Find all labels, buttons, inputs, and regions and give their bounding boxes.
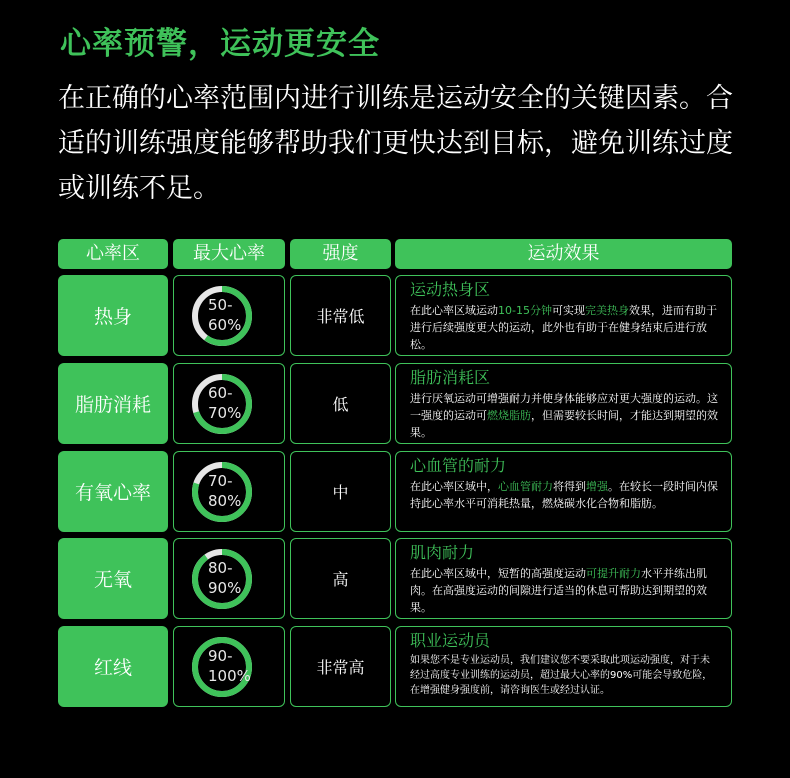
effect-title: 肌肉耐力 [410, 543, 475, 562]
zone-label: 脂肪消耗 [58, 363, 168, 444]
max-hr-range: 70- 80% [208, 472, 242, 510]
effect-description: 进行厌氧运动可增强耐力并使身体能够应对更大强度的运动。这一强度的运动可燃烧脂肪，但需要较长时间，才能达到期望的效果。 [410, 392, 718, 439]
effect-cell [395, 275, 732, 356]
zone-label: 红线 [58, 626, 168, 707]
effect-title: 脂肪消耗区 [410, 368, 491, 387]
intro-paragraph: 在正确的心率范围内进行训练是运动安全的关键因素。合适的训练强度能够帮助我们更快达到目标，避免训练过度或训练不足。 [58, 83, 733, 204]
zone-label: 无氧 [58, 538, 168, 619]
effect-description: 在此心率区域中，心血管耐力将得到增强。在较长一段时间内保持此心率水平可消耗热量，燃烧碳水化合物和脂肪。 [410, 480, 718, 510]
effect-cell [395, 451, 732, 532]
effect-cell [395, 538, 732, 619]
max-hr-cell [173, 626, 285, 707]
header-max-hr: 最大心率 [173, 239, 285, 269]
zone-label: 有氧心率 [58, 451, 168, 532]
header-intensity: 强度 [290, 239, 391, 269]
intensity-cell: 低 [290, 363, 391, 444]
intensity-cell: 高 [290, 538, 391, 619]
effect-description: 在此心率区域运动10-15分钟可实现完美热身效果，进而有助于进行后续强度更大的运动，此外也有助于在健身结束后进行放松。 [410, 304, 717, 351]
max-hr-cell [173, 363, 285, 444]
max-hr-cell [173, 275, 285, 356]
effect-description: 如果您不是专业运动员，我们建议您不要采取此项运动强度，对于未经过高度专业训练的运动员，超过最大心率的90%可能会导致危险，在增强健身强度前，请咨询医生或经过认证。 [410, 655, 713, 696]
intensity-cell: 非常高 [290, 626, 391, 707]
header-zone: 心率区 [58, 239, 168, 269]
effect-cell [395, 626, 732, 707]
header-effect: 运动效果 [395, 239, 732, 269]
effect-title: 职业运动员 [410, 631, 491, 650]
max-hr-range: 50- 60% [208, 296, 242, 334]
max-hr-range: 90- 100% [208, 647, 251, 685]
intensity-cell: 中 [290, 451, 391, 532]
max-hr-range: 80- 90% [208, 559, 242, 597]
effect-cell [395, 363, 732, 444]
effect-title: 运动热身区 [410, 280, 491, 299]
zone-label: 热身 [58, 275, 168, 356]
max-hr-cell [173, 451, 285, 532]
max-hr-cell [173, 538, 285, 619]
effect-description: 在此心率区域中，短暂的高强度运动可提升耐力水平并练出肌肉。在高强度运动的间隙进行适当的休息可帮助达到期望的效果。 [410, 567, 707, 614]
intensity-cell: 非常低 [290, 275, 391, 356]
effect-title: 心血管的耐力 [410, 456, 507, 475]
max-hr-range: 60- 70% [208, 384, 242, 422]
page-title: 心率预警，运动更安全 [60, 26, 380, 62]
